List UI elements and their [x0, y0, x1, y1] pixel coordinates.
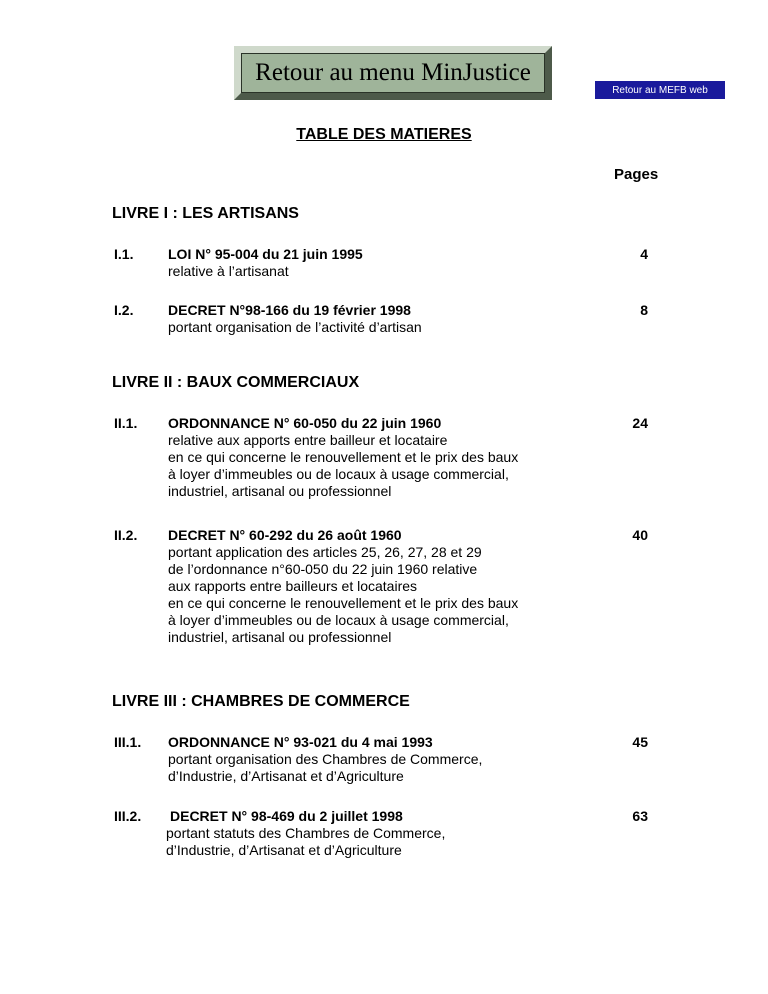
- entry-line: d’Industrie, d’Artisanat et d’Agriculture: [166, 842, 402, 858]
- toc-entry[interactable]: [168, 302, 422, 336]
- livre-heading: LIVRE III : CHAMBRES DE COMMERCE: [112, 693, 410, 710]
- entry-page: 63: [632, 808, 648, 824]
- entry-title: DECRET N° 98-469 du 2 juillet 1998: [170, 808, 403, 824]
- entry-page: 45: [632, 734, 648, 750]
- entry-title: ORDONNANCE N° 60-050 du 22 juin 1960: [168, 415, 442, 431]
- entry-page: 8: [640, 302, 648, 318]
- entry-line: en ce qui concerne le renouvellement et le prix des baux: [168, 595, 519, 611]
- toc-entry[interactable]: [168, 734, 482, 785]
- entry-line: d’Industrie, d’Artisanat et d’Agriculture: [168, 768, 404, 784]
- entry-line: à loyer d’immeubles ou de locaux à usage commercial,: [168, 466, 509, 482]
- entry-number: III.2.: [114, 808, 142, 824]
- entry-line: de l’ordonnance n°60-050 du 22 juin 1960 relative: [168, 561, 478, 577]
- retour-minjustice-button-face: [241, 53, 545, 93]
- entry-line: industriel, artisanal ou professionnel: [168, 629, 392, 645]
- toc-title: TABLE DES MATIERES: [296, 126, 472, 143]
- toc-entry[interactable]: [166, 808, 445, 859]
- entry-page: 4: [640, 246, 648, 262]
- livre-heading: LIVRE I : LES ARTISANS: [112, 205, 299, 222]
- entry-line: portant application des articles 25, 26, 27, 28 et 29: [168, 544, 482, 560]
- entry-line: industriel, artisanal ou professionnel: [168, 483, 392, 499]
- entry-line: portant organisation des Chambres de Commerce,: [168, 751, 483, 767]
- entry-line: à loyer d’immeubles ou de locaux à usage commercial,: [168, 612, 509, 628]
- entry-number: I.1.: [114, 246, 134, 262]
- entry-number: III.1.: [114, 734, 142, 750]
- entry-page: 40: [632, 527, 648, 543]
- retour-minjustice-button[interactable]: [234, 46, 552, 100]
- retour-mefb-button[interactable]: Retour au MEFB web: [595, 81, 725, 99]
- toc-entry[interactable]: [168, 246, 363, 280]
- pages-heading: Pages: [614, 166, 659, 183]
- entry-title: DECRET N°98-166 du 19 février 1998: [168, 302, 411, 318]
- entry-title: LOI N° 95-004 du 21 juin 1995: [168, 246, 363, 262]
- entry-number: I.2.: [114, 302, 134, 318]
- entry-line: en ce qui concerne le renouvellement et le prix des baux: [168, 449, 519, 465]
- entry-number: II.2.: [114, 527, 138, 543]
- entry-line: aux rapports entre bailleurs et locataires: [168, 578, 418, 594]
- toc-entry[interactable]: [168, 527, 518, 646]
- entry-title: ORDONNANCE N° 93-021 du 4 mai 1993: [168, 734, 433, 750]
- entry-title: DECRET N° 60-292 du 26 août 1960: [168, 527, 402, 543]
- entry-line: relative à l’artisanat: [168, 263, 289, 279]
- entry-line: portant organisation de l’activité d’artisan: [168, 319, 422, 335]
- livre-heading: LIVRE II : BAUX COMMERCIAUX: [112, 374, 360, 391]
- entry-number: II.1.: [114, 415, 138, 431]
- entry-page: 24: [632, 415, 648, 431]
- entry-line: portant statuts des Chambres de Commerce,: [166, 825, 446, 841]
- entry-line: relative aux apports entre bailleur et locataire: [168, 432, 448, 448]
- toc-entry[interactable]: [168, 415, 518, 500]
- retour-minjustice-label: Retour au menu MinJustice: [255, 59, 531, 86]
